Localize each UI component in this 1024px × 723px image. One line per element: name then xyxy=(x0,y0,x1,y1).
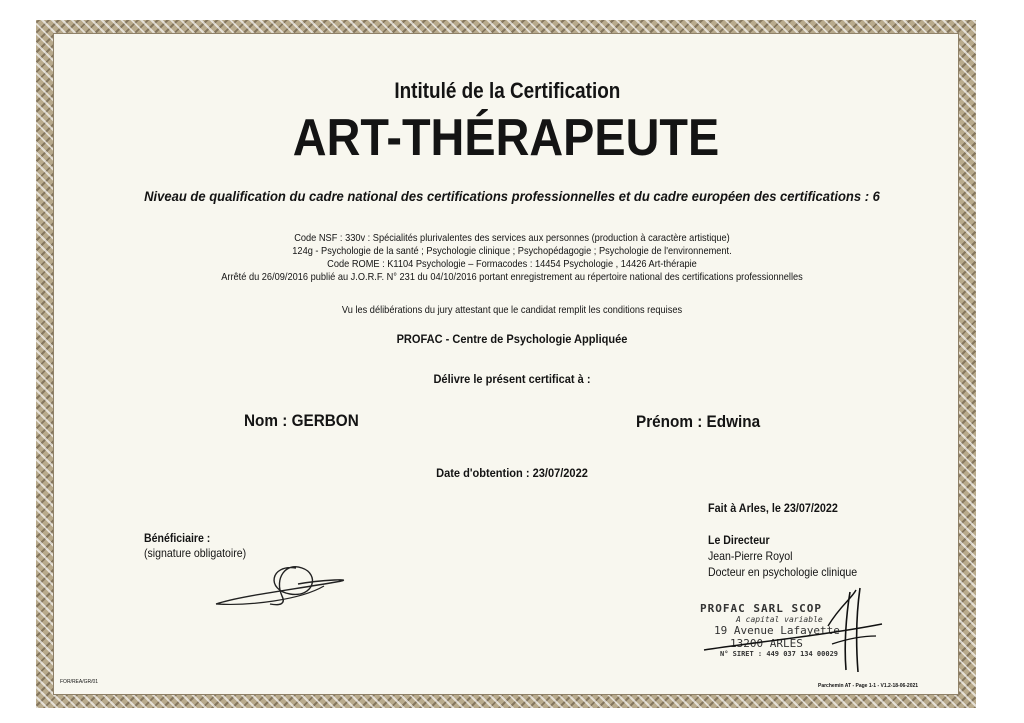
beneficiary-title: Bénéficiaire : xyxy=(144,531,211,545)
qualification-level: Niveau de qualification du cadre national des certifications professionnelles et du cadre européen des certifications : 6 xyxy=(144,188,880,204)
director-block xyxy=(708,532,857,580)
form-reference: FOR/REA/GR/01 xyxy=(60,679,99,685)
stamp-city: 13200 ARLES xyxy=(730,637,803,650)
stamp-siret: N° SIRET : 449 037 134 00029 xyxy=(720,650,839,658)
director-title: Le Directeur xyxy=(708,533,770,547)
date-obtention: Date d'obtention : 23/07/2022 xyxy=(436,466,588,480)
page-reference: Parchemin AT - Page 1-1 - V1.2-18-06-2021 xyxy=(818,683,919,689)
beneficiary-block xyxy=(144,531,246,561)
stamp-address: 19 Avenue Lafayette xyxy=(714,624,840,637)
jury-statement: Vu les délibérations du jury attestant que le candidat remplit les conditions requises xyxy=(341,304,683,316)
code-nsf: Code NSF : 330v : Spécialités plurivalentes des services aux personnes (production à caractère artistique) xyxy=(294,232,730,244)
recipient-last-name: Nom : GERBON xyxy=(244,411,359,430)
organization-name: PROFAC - Centre de Psychologie Appliquée xyxy=(396,332,628,346)
director-degree: Docteur en psychologie clinique xyxy=(708,565,858,579)
certification-title: ART-THÉRAPEUTE xyxy=(292,109,720,167)
recipient-first-name: Prénom : Edwina xyxy=(636,412,761,431)
certification-codes xyxy=(61,232,962,284)
beneficiary-note: (signature obligatoire) xyxy=(144,546,247,560)
place-and-date: Fait à Arles, le 23/07/2022 xyxy=(708,501,838,515)
director-name: Jean-Pierre Royol xyxy=(708,549,793,563)
arrete: Arrêté du 26/09/2016 publié au J.O.R.F. N° 231 du 04/10/2016 portant enregistrement au répertoire national des certifications professionnelles xyxy=(221,271,803,283)
beneficiary-signature xyxy=(210,560,370,610)
stamp-company: PROFAC SARL SCOP xyxy=(700,602,822,615)
director-signature xyxy=(700,586,890,676)
stamp-capital: A capital variable xyxy=(736,615,823,624)
code-rome: Code ROME : K1104 Psychologie – Formacodes : 14454 Psychologie , 14426 Art-thérapie xyxy=(327,258,697,270)
delivers-statement: Délivre le présent certificat à : xyxy=(433,372,591,386)
certification-heading: Intitulé de la Certification xyxy=(394,78,621,103)
code-nsf-detail: 124g - Psychologie de la santé ; Psychologie clinique ; Psychopédagogie ; Psychologie de l'environnement. xyxy=(292,245,732,257)
